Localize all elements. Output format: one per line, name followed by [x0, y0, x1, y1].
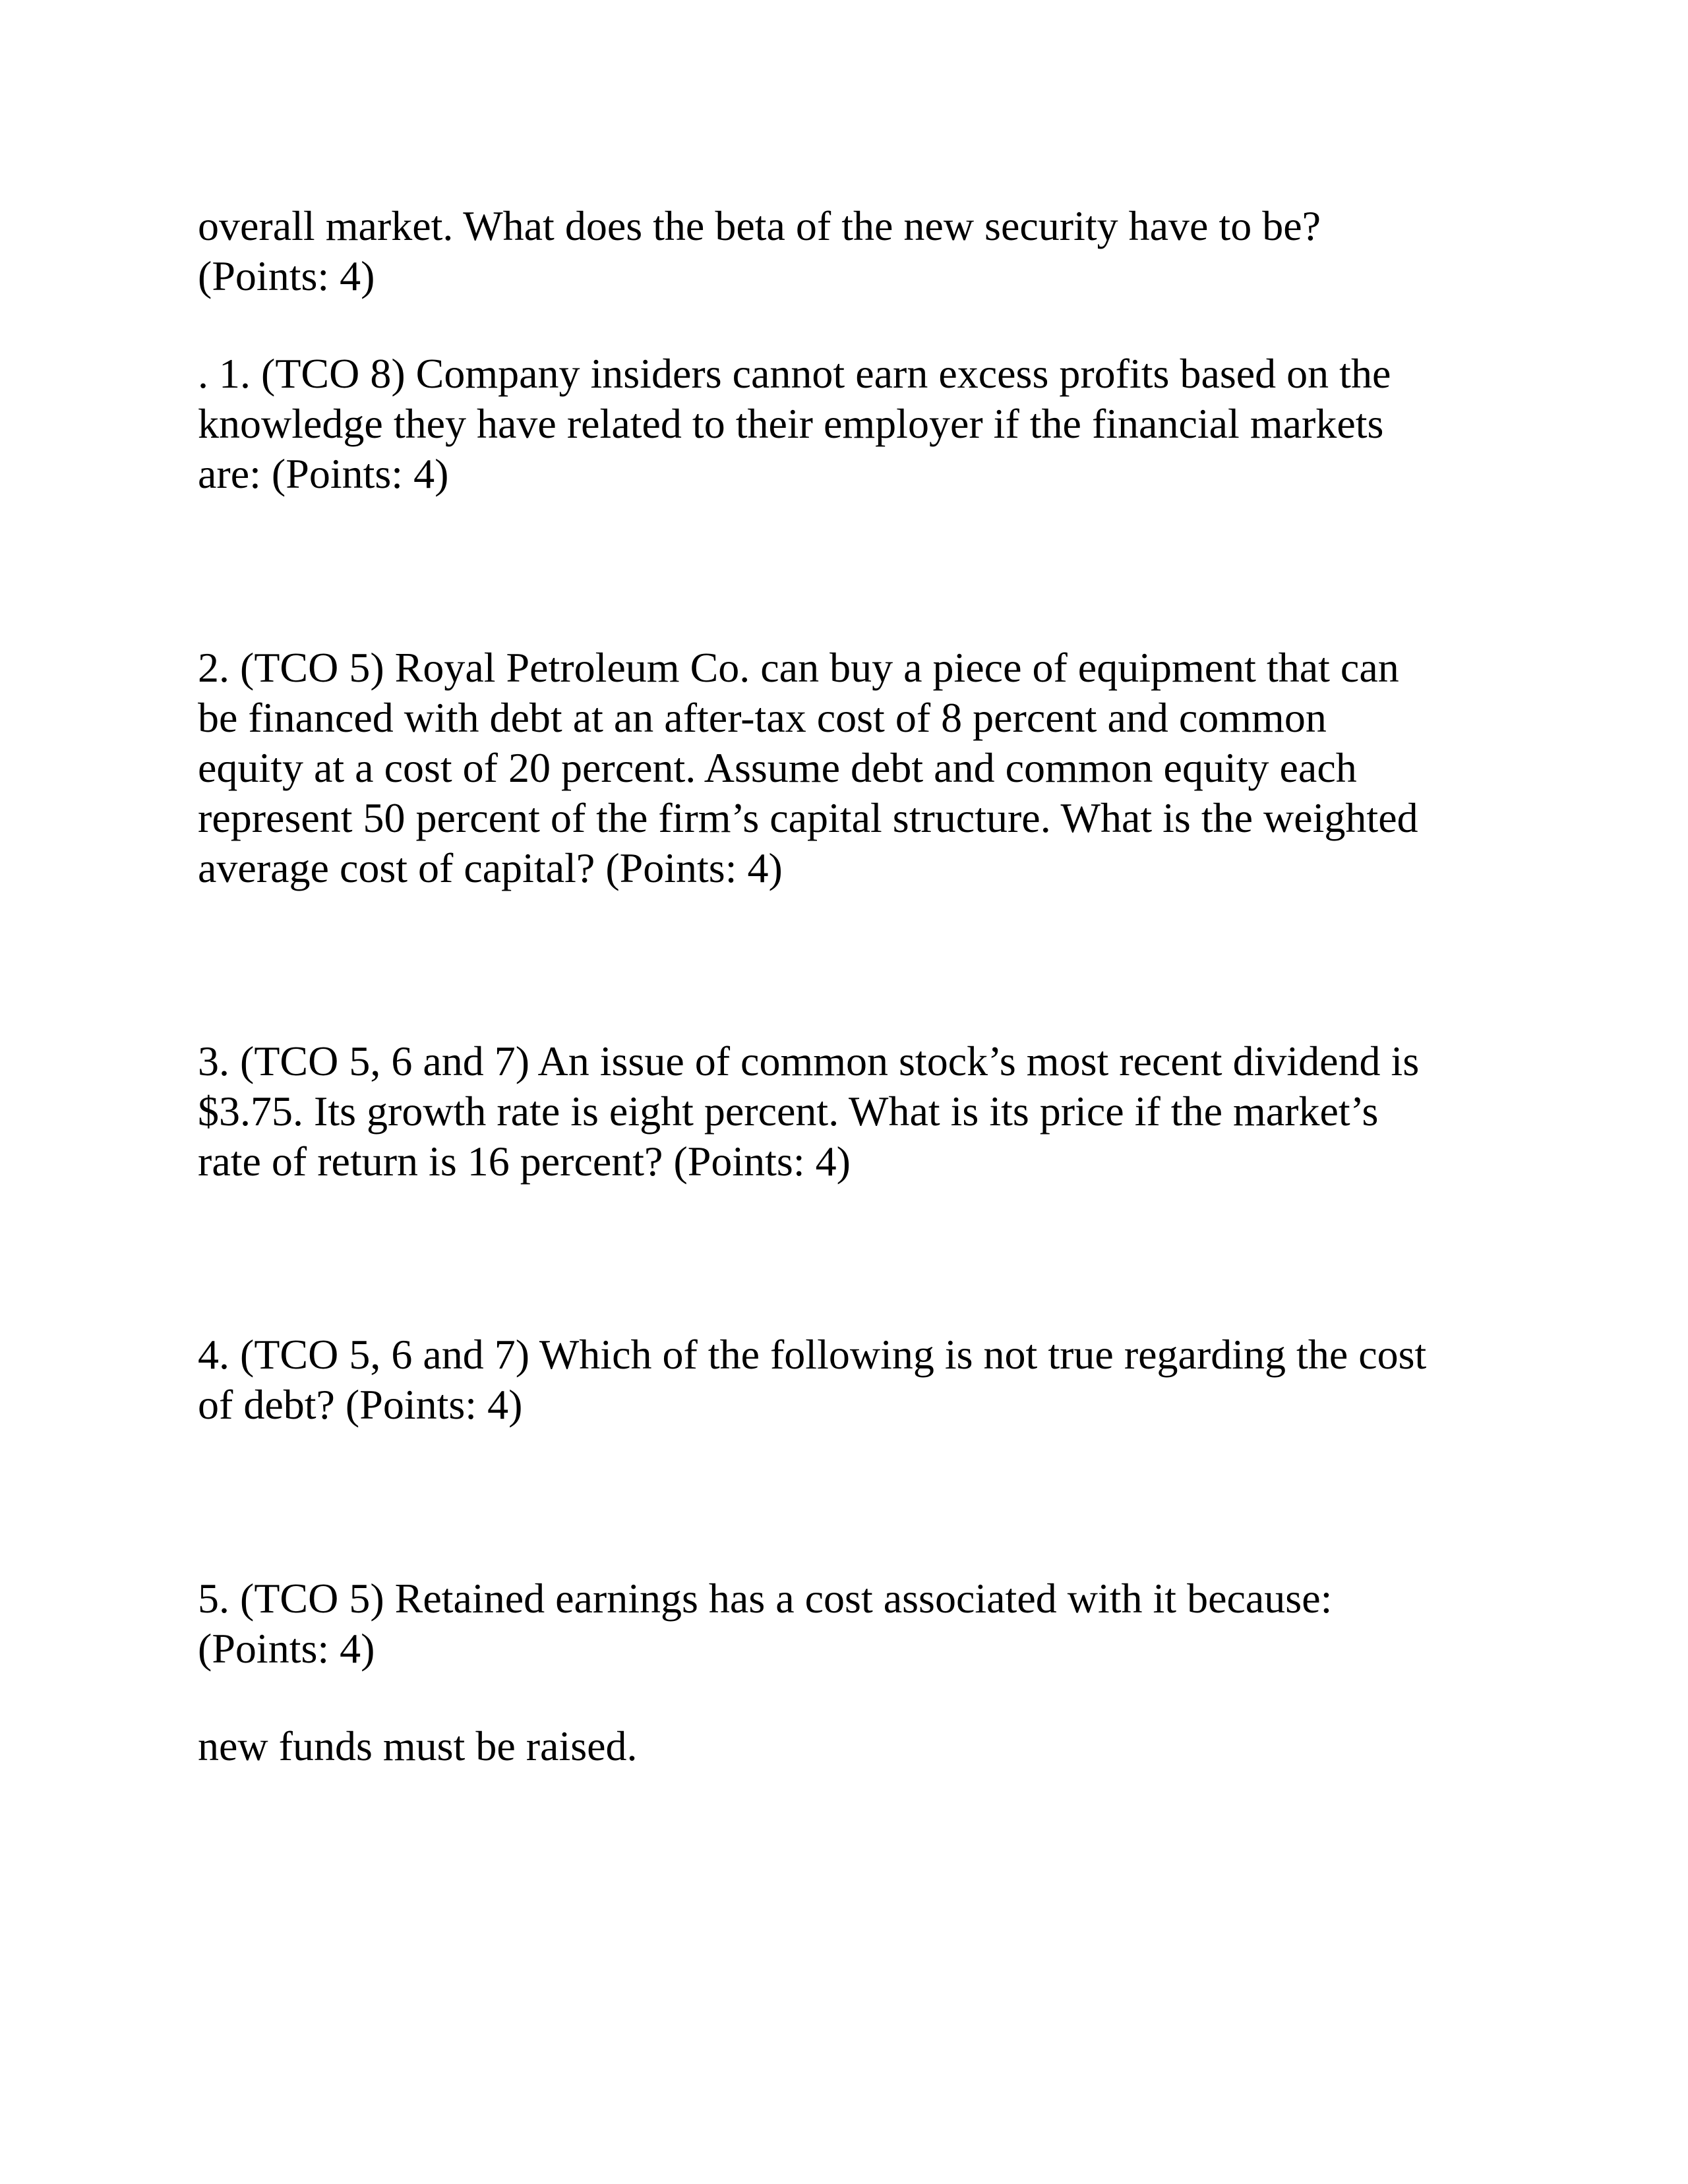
text-line: new funds must be raised.	[198, 1723, 638, 1769]
text-line: . 1. (TCO 8) Company insiders cannot earn excess profits based on the	[198, 350, 1391, 397]
text-line: overall market. What does the beta of the new security have to be?	[198, 202, 1321, 249]
text-line: 4. (TCO 5, 6 and 7) Which of the following is not true regarding the cost	[198, 1331, 1427, 1378]
question-1	[198, 349, 1517, 499]
text-line: 2. (TCO 5) Royal Petroleum Co. can buy a piece of equipment that can	[198, 644, 1399, 691]
text-line: are: (Points: 4)	[198, 450, 449, 497]
text-line: knowledge they have related to their employer if the financial markets	[198, 400, 1384, 447]
answer-5	[198, 1721, 1517, 1771]
text-line: $3.75. Its growth rate is eight percent. What is its price if the market’s	[198, 1088, 1379, 1135]
text-line: (Points: 4)	[198, 252, 375, 299]
text-line: of debt? (Points: 4)	[198, 1381, 523, 1428]
question-3	[198, 1036, 1517, 1187]
text-line: rate of return is 16 percent? (Points: 4)	[198, 1138, 851, 1185]
text-line: average cost of capital? (Points: 4)	[198, 844, 783, 891]
question-4	[198, 1330, 1517, 1430]
text-line: represent 50 percent of the firm’s capital structure. What is the weighted	[198, 794, 1418, 841]
question-2	[198, 643, 1517, 893]
text-line: (Points: 4)	[198, 1625, 375, 1672]
text-line: be financed with debt at an after-tax cost of 8 percent and common	[198, 694, 1327, 741]
text-line: 3. (TCO 5, 6 and 7) An issue of common stock’s most recent dividend is	[198, 1038, 1420, 1084]
text-line: 5. (TCO 5) Retained earnings has a cost associated with it because:	[198, 1575, 1333, 1622]
question-continuation	[198, 201, 1517, 301]
question-5	[198, 1574, 1517, 1674]
text-line: equity at a cost of 20 percent. Assume debt and common equity each	[198, 744, 1357, 791]
